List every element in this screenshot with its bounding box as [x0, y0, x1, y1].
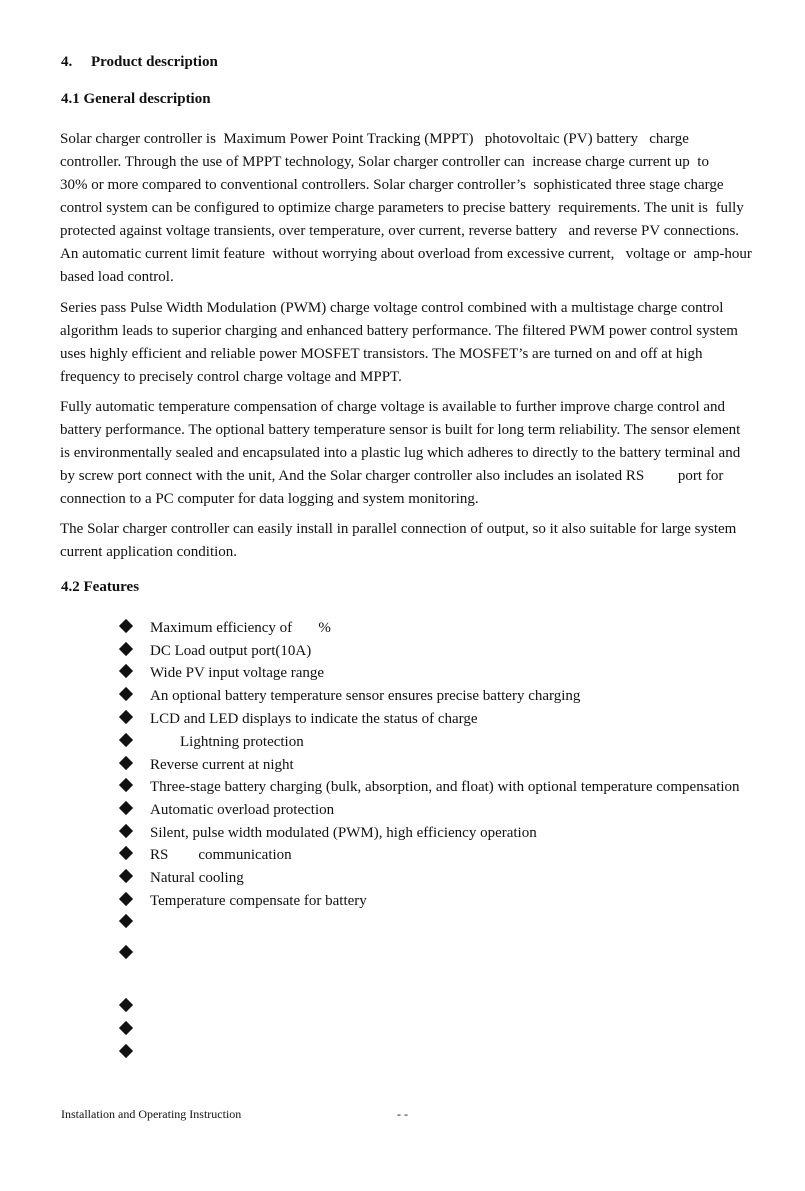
feature-item — [118, 617, 331, 639]
feature-item — [118, 685, 580, 707]
text-line: controller. Through the use of MPPT technology, Solar charger controller can increase charge current up to — [60, 154, 709, 170]
diamond-bullet-icon — [119, 710, 133, 724]
feature-text: LCD and LED displays to indicate the status of charge — [150, 711, 478, 727]
feature-item — [118, 912, 150, 934]
feature-item — [118, 996, 150, 1018]
text-line: connection to a PC computer for data logging and system monitoring. — [60, 491, 479, 507]
feature-item — [118, 1019, 150, 1041]
text-line: current application condition. — [60, 544, 238, 560]
section-number: 4. — [61, 54, 73, 70]
diamond-bullet-icon — [119, 998, 133, 1012]
feature-text: Maximum efficiency of % — [150, 620, 331, 636]
feature-text: Temperature compensate for battery — [150, 893, 367, 909]
text-line: based load control. — [60, 269, 174, 285]
diamond-bullet-icon — [119, 945, 133, 959]
feature-item — [118, 708, 478, 730]
feature-text: Lightning protection — [150, 734, 304, 750]
text-line: Fully automatic temperature compensation of charge voltage is available to further improve charge control and — [60, 399, 726, 415]
section-title: Product description — [91, 54, 218, 70]
diamond-bullet-icon — [119, 914, 133, 928]
diamond-bullet-icon — [119, 664, 133, 678]
feature-item — [118, 754, 294, 776]
diamond-bullet-icon — [119, 869, 133, 883]
feature-text: Three-stage battery charging (bulk, absorption, and float) with optional temperature compensation — [150, 779, 740, 795]
feature-text: Automatic overload protection — [150, 802, 335, 818]
feature-item — [118, 844, 292, 866]
text-line: 30% or more compared to conventional controllers. Solar charger controller’s sophisticated three stage charge — [60, 177, 724, 193]
diamond-bullet-icon — [119, 642, 133, 656]
feature-item — [118, 776, 740, 798]
diamond-bullet-icon — [119, 619, 133, 633]
text-line: protected against voltage transients, over temperature, over current, reverse battery and reverse PV connections. — [60, 223, 740, 239]
text-line: An automatic current limit feature without worrying about overload from excessive current, voltage or amp-hour — [60, 246, 752, 262]
diamond-bullet-icon — [119, 733, 133, 747]
diamond-bullet-icon — [119, 778, 133, 792]
text-line: control system can be configured to optimize charge parameters to precise battery requirements. The unit is fully — [60, 200, 744, 216]
features-heading: 4.2 Features — [61, 579, 140, 595]
text-line: is environmentally sealed and encapsulated into a plastic lug which adheres to directly to the battery terminal and — [60, 445, 741, 461]
page-number: - - — [397, 1107, 408, 1121]
text-line: uses highly efficient and reliable power MOSFET transistors. The MOSFET’s are turned on and off at high — [60, 346, 703, 362]
diamond-bullet-icon — [119, 846, 133, 860]
feature-item — [118, 890, 367, 912]
diamond-bullet-icon — [119, 1044, 133, 1058]
text-line: algorithm leads to superior charging and enhanced battery performance. The filtered PWM power control system — [60, 323, 738, 339]
text-line: battery performance. The optional battery temperature sensor is built for long term reliability. The sensor element — [60, 422, 741, 438]
diamond-bullet-icon — [119, 1021, 133, 1035]
text-line: frequency to precisely control charge voltage and MPPT. — [60, 369, 402, 385]
feature-text: Silent, pulse width modulated (PWM), high efficiency operation — [150, 825, 537, 841]
feature-item — [118, 640, 311, 662]
feature-item — [118, 867, 244, 889]
feature-text: An optional battery temperature sensor ensures precise battery charging — [150, 688, 581, 704]
feature-text: RS communication — [150, 847, 292, 863]
diamond-bullet-icon — [119, 756, 133, 770]
text-line: Solar charger controller is Maximum Power Point Tracking (MPPT) photovoltaic (PV) battery charge — [60, 131, 689, 147]
feature-text: Wide PV input voltage range — [150, 665, 325, 681]
footer-title: Installation and Operating Instruction — [61, 1107, 242, 1121]
feature-text: Reverse current at night — [150, 757, 294, 773]
feature-item — [118, 943, 150, 965]
feature-text: DC Load output port(10A) — [150, 643, 312, 659]
diamond-bullet-icon — [119, 824, 133, 838]
text-line: by screw port connect with the unit, And the Solar charger controller also includes an isolated RS port for — [60, 468, 724, 484]
feature-item — [118, 1042, 150, 1064]
feature-item — [118, 799, 334, 821]
feature-item — [118, 662, 324, 684]
feature-item — [118, 731, 304, 753]
feature-item — [118, 822, 537, 844]
text-line: Series pass Pulse Width Modulation (PWM) charge voltage control combined with a multistage charge control — [60, 300, 724, 316]
diamond-bullet-icon — [119, 892, 133, 906]
feature-text: Natural cooling — [150, 870, 244, 886]
diamond-bullet-icon — [119, 801, 133, 815]
general-description-heading: 4.1 General description — [61, 91, 211, 107]
diamond-bullet-icon — [119, 687, 133, 701]
text-line: The Solar charger controller can easily install in parallel connection of output, so it also suitable for large system — [60, 521, 737, 537]
